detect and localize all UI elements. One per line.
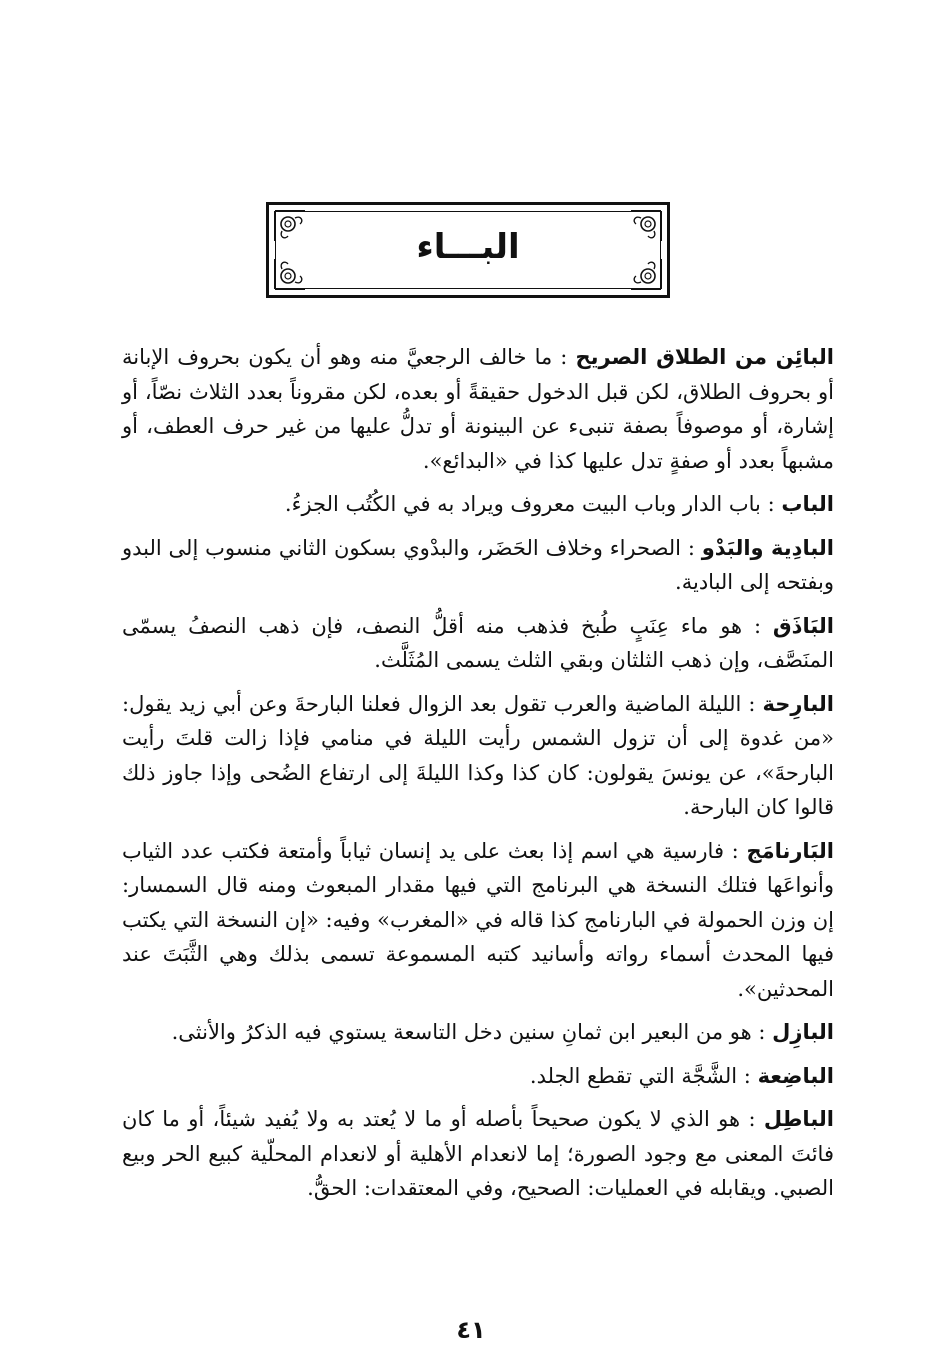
entry-term: البَاذَق [772,613,834,638]
entry-definition: : الشَّجَّة التي تقطع الجلد. [529,1063,751,1088]
chapter-title: البـــاء [416,227,520,267]
dictionary-entries [122,340,834,1215]
entry-term: الباضِعة [757,1063,834,1088]
entry [122,834,834,1007]
entry-definition: : هو الذي لا يكون صحيحاً بأصله أو ما لا يُعتد به ولا يُفيد شيئاً، أو ما كان فائتَ المعنى مع وجود الصورة؛ إما لانعدام الأهلية أو لانعدام المحلّية كبيع الحر وبيع الصبي. ويقابله في العمليات: الصحيح، وفي المعتقدات: الحقُّ. [122,1107,834,1200]
chapter-header-frame [266,202,670,298]
entry-term: البائِن من الطلاق الصريح [575,345,834,369]
entry-definition: : هو من البعير ابن ثمانِ سنين دخل التاسعة يستوي فيه الذكرُ والأنثى. [171,1020,766,1044]
entry-definition: : هو ماء عِنَبٍ طُبخ فذهب منه أقلُّ النصف، فإن ذهب النصفُ يسمّى المنَصَّف، وإن ذهب الثلثان وبقي الثلث يسمى المُثَلَّث. [122,613,834,672]
entry-definition: : باب الدار وباب البيت معروف ويراد به في الكُتُب الجزءُ. [284,492,775,516]
entry [122,687,834,825]
entry-definition: : فارسية هي اسم إذا بعث على يد إنسان ثياباً وأمتعة فكتب عدد الثياب وأنواعَها فتلك النسخة هي البرنامج التي فيها مقدار المبعوث ومنه قال السمسار: إن وزن الحمولة في البارنامج كذا قاله في «المغرب» وفيه: «إن النسخة التي يكتب فيها المحدث أسماء رواته وأسانيد كتبه المسموعة تسمى بذلك وهي الثَّبَتَ عند المحدثين». [122,838,834,1001]
entry [122,340,834,478]
page-number: ٤١ [456,1316,486,1344]
entry [122,1015,834,1050]
entry-term: الباطِل [763,1107,834,1131]
entry [122,1102,834,1206]
entry [122,1059,834,1094]
entry-term: الباب [781,492,834,516]
entry [122,609,834,678]
entry-term: البَارنامَج [746,838,834,863]
entry-definition: : ما خالف الرجعيَّ منه وهو أن يكون بحروف الإبانة أو بحروف الطلاق، لكن قبل الدخول حقيقةً أو بعده، لكن مقروناً بعدد الثلاث نصّاً، أو إشارة، أو موصوفاً بصفة تنبىء عن البينونة أو تدلُّ عليها من غير حرف العطف، أو مشبهاً بعدد أو صفةٍ تدل عليها كذا في «البدائع». [122,345,834,473]
entry [122,487,834,522]
entry-term: البادِية والبَدْو [701,535,834,560]
entry-definition: : الصحراء وخلاف الحَضَر، والبدْوي بسكون الثاني منسوب إلى البدو وبفتحه إلى البادية. [122,535,834,594]
entry-term: البارِحة [762,691,834,716]
entry-definition: : الليلة الماضية والعرب تقول بعد الزوال فعلنا البارحةَ وعن أبي زيد يقول: «من غدوة إلى أن تزول الشمس رأيت الليلة في منامي فإذا زالت قلتَ رأيت البارحةَ»، عن يونسَ يقولون: كان كذا وكذا الليلةَ إلى ارتفاع الضُحى وإذا جاوز ذلك قالوا كان البارحة. [122,691,834,819]
entry-term: البازِل [772,1020,834,1044]
entry [122,531,834,600]
